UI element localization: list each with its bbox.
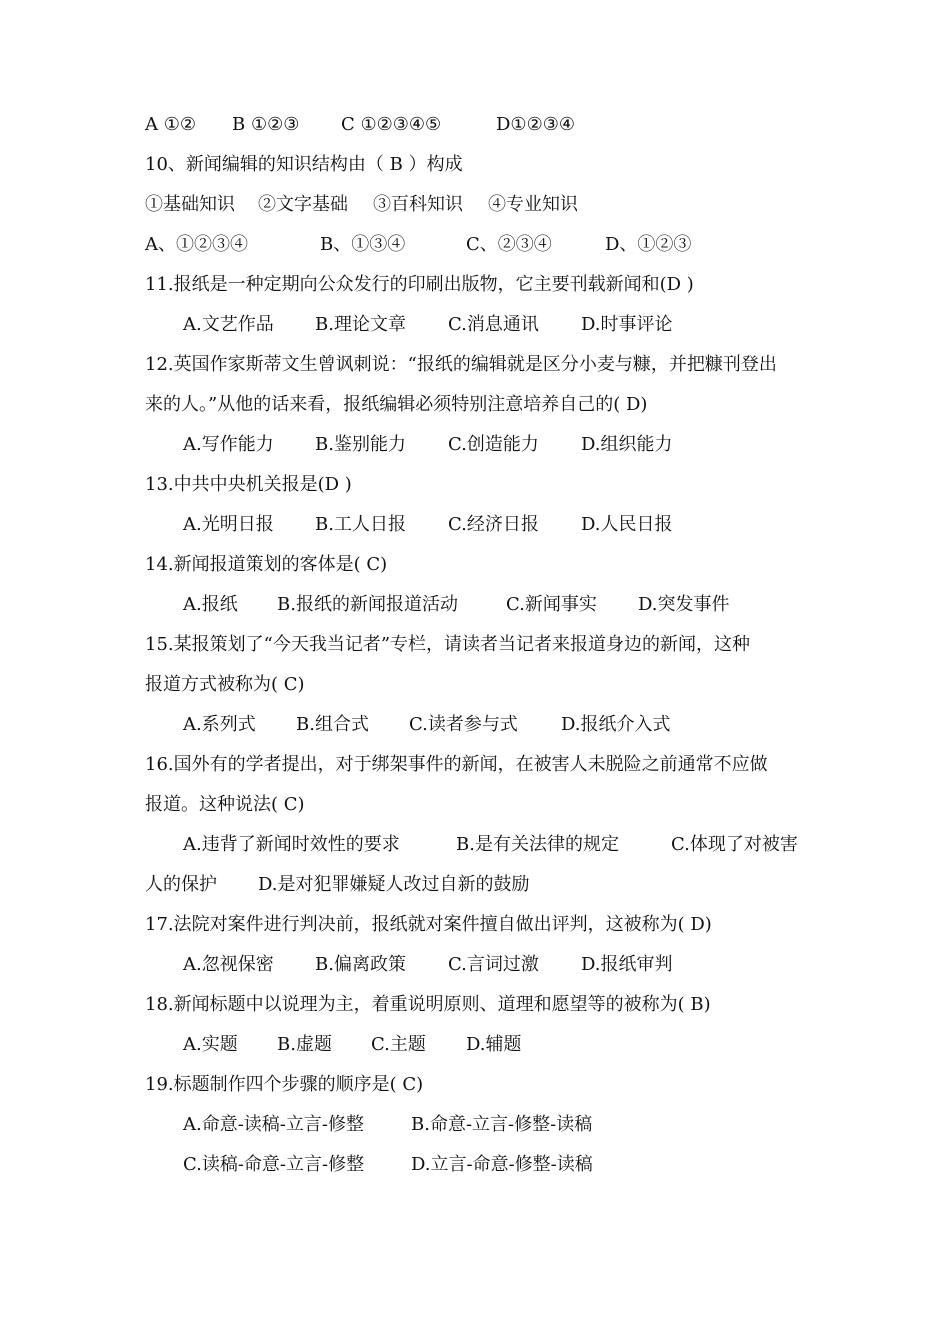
option-a: A.光明日报 [183, 514, 274, 535]
option-b: B、①③④ [320, 234, 406, 255]
option-b: B ①②③ [232, 114, 300, 135]
question-text: 11.报纸是一种定期向公众发行的印刷出版物，它主要刊载新闻和(D ) [145, 274, 694, 295]
question-text: 来的人。”从他的话来看，报纸编辑必须特别注意培养自己的( D) [145, 394, 648, 415]
option-c: C.新闻事实 [506, 594, 597, 615]
option-a: A.系列式 [183, 714, 256, 735]
option-b: B.虚题 [277, 1034, 332, 1055]
option-b: B.偏离政策 [315, 954, 406, 975]
option-a: A.违背了新闻时效性的要求 [183, 834, 400, 855]
option-c: C、②③④ [466, 234, 552, 255]
option-d: D.报纸介入式 [561, 714, 671, 735]
option-c: C.主题 [371, 1034, 426, 1055]
option-a: A、①②③④ [145, 234, 248, 255]
question-text: 13.中共中央机关报是(D ) [145, 474, 352, 495]
option-b: B.报纸的新闻报道活动 [277, 594, 458, 615]
option-c: C.经济日报 [448, 514, 539, 535]
option-d: D.人民日报 [581, 514, 673, 535]
question-text: 10、新闻编辑的知识结构由（ B ）构成 [145, 154, 463, 175]
option-a: A.忽视保密 [183, 954, 274, 975]
question-text: 12.英国作家斯蒂文生曾讽刺说：“报纸的编辑就是区分小麦与糠，并把糠刊登出 [145, 354, 777, 375]
option-a: A.写作能力 [183, 434, 274, 455]
option-d: D.是对犯罪嫌疑人改过自新的鼓励 [258, 874, 530, 895]
question-text: 19.标题制作四个步骤的顺序是( C) [145, 1074, 424, 1095]
option-c-continued: 人的保护 [145, 874, 217, 895]
option-c: C.读者参与式 [409, 714, 518, 735]
option-d: D.报纸审判 [581, 954, 673, 975]
option-a: A.文艺作品 [183, 314, 274, 335]
option-d: D.立言-命意-修整-读稿 [411, 1154, 593, 1175]
option-b: B.理论文章 [315, 314, 406, 335]
option-b: B.工人日报 [315, 514, 406, 535]
option-a: A.命意-读稿-立言-修整 [183, 1114, 364, 1135]
option-d: D.辅题 [466, 1034, 522, 1055]
option-d: D、①②③ [605, 234, 692, 255]
option-d: D.时事评论 [581, 314, 673, 335]
option-b: B.是有关法律的规定 [456, 834, 619, 855]
item-1: ①基础知识 [145, 194, 235, 215]
question-text: 报道。这种说法( C) [145, 794, 305, 815]
option-c: C ①②③④⑤ [341, 114, 442, 135]
item-3: ③百科知识 [373, 194, 463, 215]
option-c: C.体现了对被害 [671, 834, 798, 855]
option-b: B.鉴别能力 [315, 434, 406, 455]
option-b: B.组合式 [296, 714, 369, 735]
question-text: 15.某报策划了“今天我当记者”专栏，请读者当记者来报道身边的新闻，这种 [145, 634, 751, 655]
option-c: C.言词过激 [448, 954, 539, 975]
option-a: A.实题 [183, 1034, 238, 1055]
option-a: A.报纸 [183, 594, 238, 615]
option-d: D.组织能力 [581, 434, 673, 455]
question-text: 16.国外有的学者提出，对于绑架事件的新闻，在被害人未脱险之前通常不应做 [145, 754, 768, 775]
question-text: 18.新闻标题中以说理为主，着重说明原则、道理和愿望等的被称为( B) [145, 994, 711, 1015]
option-c: C.创造能力 [448, 434, 539, 455]
option-d: D.突发事件 [638, 594, 730, 615]
option-d: D①②③④ [496, 114, 575, 135]
item-4: ④专业知识 [488, 194, 578, 215]
question-text: 报道方式被称为( C) [145, 674, 305, 695]
option-b: B.命意-立言-修整-读稿 [411, 1114, 593, 1135]
option-a: A ①② [145, 114, 196, 135]
question-text: 17.法院对案件进行判决前，报纸就对案件擅自做出评判，这被称为( D) [145, 914, 712, 935]
option-c: C.消息通讯 [448, 314, 539, 335]
item-2: ②文字基础 [258, 194, 348, 215]
option-c: C.读稿-命意-立言-修整 [183, 1154, 365, 1175]
question-text: 14.新闻报道策划的客体是( C) [145, 554, 388, 575]
